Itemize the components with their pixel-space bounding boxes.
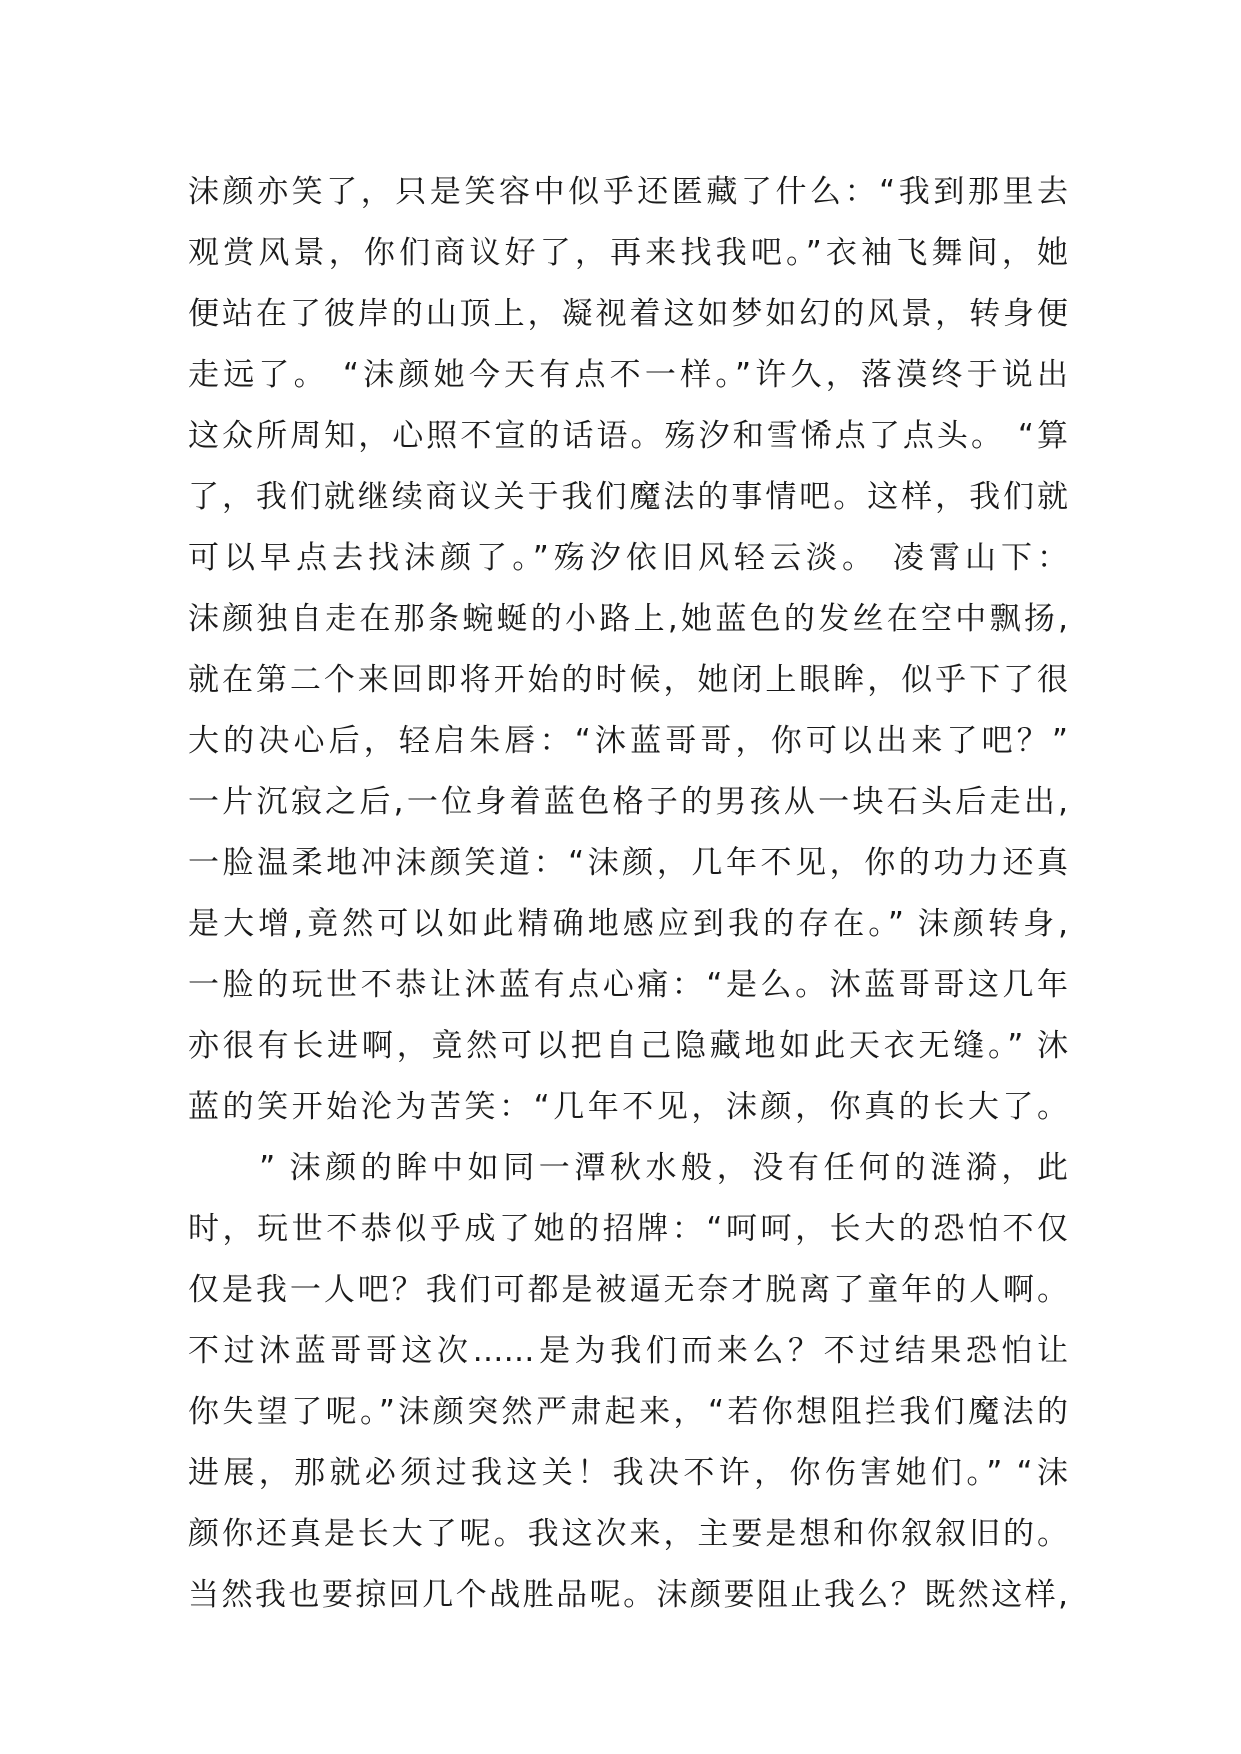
text-line: 这众所周知，心照不宣的话语。殇汐和雪悕点了点头。 “算 [188, 418, 1068, 454]
text-line: 走远了。 “沫颜她今天有点不一样。”许久，落漠终于说出 [188, 357, 1068, 393]
text-line: 你失望了呢。”沫颜突然严肃起来，“若你想阻拦我们魔法的 [188, 1394, 1068, 1430]
text-line: 大的决心后，轻启朱唇：“沐蓝哥哥，你可以出来了吧？” [188, 723, 1068, 759]
text-line: 观赏风景，你们商议好了，再来找我吧。”衣袖飞舞间，她 [188, 235, 1068, 271]
text-line: 一脸的玩世不恭让沐蓝有点心痛：“是么。沐蓝哥哥这几年 [188, 967, 1068, 1003]
text-line: 沫颜亦笑了，只是笑容中似乎还匿藏了什么：“我到那里去 [188, 174, 1068, 210]
text-line: 颜你还真是长大了呢。我这次来，主要是想和你叙叙旧的。 [188, 1516, 1068, 1552]
text-line: 一片沉寂之后,一位身着蓝色格子的男孩从一块石头后走出, [188, 784, 1068, 820]
text-line: 不过沐蓝哥哥这次……是为我们而来么？不过结果恐怕让 [188, 1333, 1068, 1369]
text-line: 时，玩世不恭似乎成了她的招牌：“呵呵，长大的恐怕不仅 [188, 1211, 1068, 1247]
body-text [188, 162, 1068, 1626]
text-line: ” 沫颜的眸中如同一潭秋水般，没有任何的涟漪，此 [188, 1150, 1068, 1186]
text-line: 可以早点去找沫颜了。”殇汐依旧风轻云淡。 凌霄山下： [188, 540, 1068, 576]
text-line: 了，我们就继续商议关于我们魔法的事情吧。这样，我们就 [188, 479, 1068, 515]
text-line: 是大增,竟然可以如此精确地感应到我的存在。” 沫颜转身, [188, 906, 1068, 942]
text-line: 蓝的笑开始沦为苦笑：“几年不见，沫颜，你真的长大了。 [188, 1089, 1068, 1125]
text-line: 沫颜独自走在那条蜿蜒的小路上,她蓝色的发丝在空中飘扬, [188, 601, 1068, 637]
text-line: 亦很有长进啊，竟然可以把自己隐藏地如此天衣无缝。” 沐 [188, 1028, 1068, 1064]
text-line: 便站在了彼岸的山顶上，凝视着这如梦如幻的风景，转身便 [188, 296, 1068, 332]
text-line: 仅是我一人吧？我们可都是被逼无奈才脱离了童年的人啊。 [188, 1272, 1068, 1308]
text-line: 进展，那就必须过我这关！我决不许，你伤害她们。” “沫 [188, 1455, 1068, 1491]
text-line: 当然我也要掠回几个战胜品呢。沫颜要阻止我么？既然这样, [188, 1577, 1068, 1613]
text-line: 一脸温柔地冲沫颜笑道：“沫颜，几年不见，你的功力还真 [188, 845, 1068, 881]
text-line: 就在第二个来回即将开始的时候，她闭上眼眸，似乎下了很 [188, 662, 1068, 698]
